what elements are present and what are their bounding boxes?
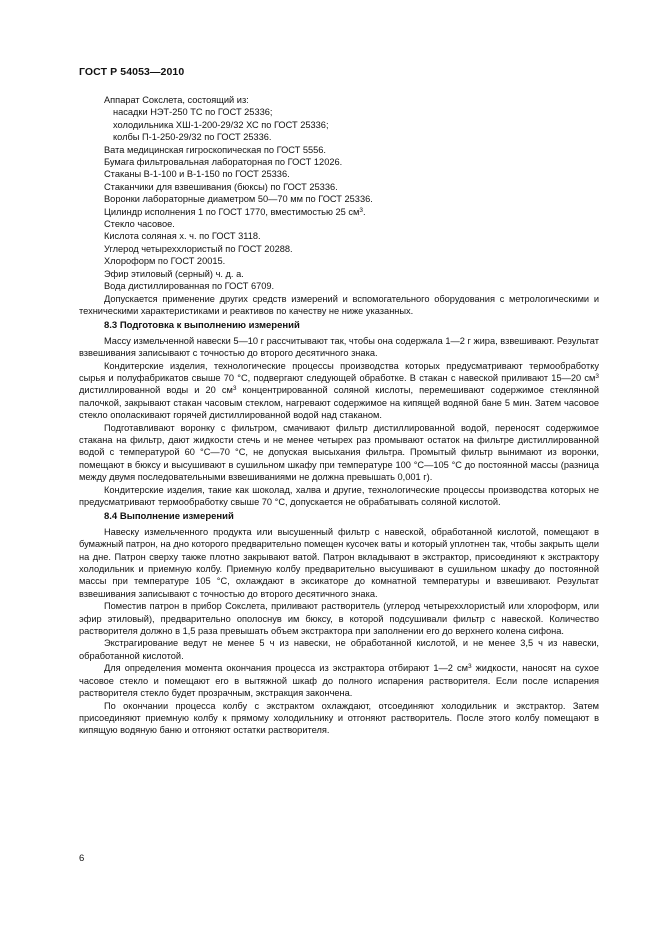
page-number: 6	[79, 853, 85, 864]
text-run: Для определения момента окончания процесса из экстрактора отбирают 1—2 см	[104, 663, 468, 674]
equipment-item: Стаканчики для взвешивания (бюксы) по ГОСТ 25336.	[104, 181, 338, 192]
paragraph	[79, 662, 599, 699]
paragraph: Навеску измельченного продукта или высушенный фильтр с навеской, обработанной кислотой, помещают в бумажный патрон, на дно которого предварительно помещен кусочек ваты и который уплотнен так, чтобы закрыть щели на дне. Патрон сверху также плотно закрывают ватой. Патрон вкладывают в экстрактор, присоединяют к экстрактору холодильник и приемную колбу. Приемную колбу предварительно высушивают в сушильном шкафу до постоянной массы при температуре 105 °С, охлаждают в эксикаторе до комнатной температуры и взвешивают. Результат взвешивания записывают с точностью до второго десятичного знака.	[79, 526, 599, 599]
reagent-item: Вода дистиллированная по ГОСТ 6709.	[104, 281, 275, 292]
equipment-note: Допускается применение других средств измерений и вспомогательного оборудования с метрологическими и техническими характеристиками и реактивов по качеству не ниже указанных.	[79, 293, 599, 316]
cubic-sup: 3	[595, 372, 599, 380]
equipment-item: Стаканы В-1-100 и В-1-150 по ГОСТ 25336.	[104, 169, 290, 180]
apparatus-item: насадки НЭТ-250 ТС по ГОСТ 25336;	[113, 107, 273, 118]
cubic-sup: 3	[359, 206, 363, 214]
cylinder-item	[79, 206, 599, 218]
cylinder-period: .	[362, 206, 366, 217]
apparatus-item: колбы П-1-250-29/32 по ГОСТ 25336.	[113, 132, 272, 143]
paragraph: По окончании процесса колбу с экстрактом охлаждают, отсоединяют холодильник и экстрактор. Затем присоединяют приемную колбу к прямому холодильнику и отгоняют растворитель. После этого колбу помещают в кипящую водяную баню и отгоняют остатки растворителя.	[79, 700, 599, 736]
text-run: концентрированной соляной кислоты, перемешивают содержимое стеклянной палочкой, закрывают стакан часовым стеклом, нагревают содержимое на кипящей водяной бане 5 мин. Затем часовое стекло ополаскивают горячей дистиллированной водой над стаканом.	[79, 385, 599, 421]
cubic-sup: 3	[232, 385, 237, 393]
paragraph: Подготавливают воронку с фильтром, смачивают фильтр дистиллированной водой, переносят содержимое стакана на фильтр, дают жидкости стечь и не менее четырех раз промывают остаток на фильтре дистиллированной водой с температурой 60 °С—70 °С, не допуская высыхания фильтра. Промытый фильтр вынимают из воронки, помещают в бюксу и высушивают в сушильном шкафу при температуре 100 °С—105 °С до постоянной массы (разница между двумя последовательными взвешиваниями не должна превышать 0,001 г).	[79, 422, 599, 483]
section-8-4-heading: 8.4 Выполнение измерений	[104, 511, 234, 523]
reagent-item: Хлороформ по ГОСТ 20015.	[104, 256, 226, 267]
text-run: Кондитерские изделия, технологические процессы производства которых предусматривают термообработку сырья и полуфабрикатов свыше 70 °С, подвергают следующей обработке. В стакан с навеской приливают 15—20 см	[79, 360, 599, 383]
standard-header: ГОСТ Р 54053—2010	[79, 66, 185, 78]
equipment-item: Бумага фильтровальная лабораторная по ГОСТ 12026.	[104, 157, 343, 168]
cylinder-text: Цилиндр исполнения 1 по ГОСТ 1770, вместимостью 25 см	[104, 206, 360, 217]
section-8-3-heading: 8.3 Подготовка к выполнению измерений	[104, 320, 300, 332]
paragraph: Поместив патрон в прибор Сокслета, приливают растворитель (углерод четыреххлористый или хлороформ, или эфир этиловый), предварительно ополоснув им бюксу, в которой подсушивали фильтр с навеской. Количество растворителя должно в 1,5 раза превышать объем экстрактора при заполнении его до верхнего колена сифона.	[79, 601, 599, 637]
reagent-item: Кислота соляная х. ч. по ГОСТ 3118.	[104, 231, 261, 242]
cubic-sup: 3	[467, 663, 472, 671]
document-body	[79, 94, 599, 737]
text-run: жидкости, наносят на сухое часовое стекло и помещают его в вытяжной шкаф до полного испарения растворителя. Если после испарения растворителя стекло будет прозрачным, экстракция закончена.	[79, 663, 599, 699]
apparatus-line: Аппарат Сокслета, состоящий из:	[104, 95, 249, 105]
equipment-item: Вата медицинская гигроскопическая по ГОСТ 5556.	[104, 144, 327, 155]
paragraph: Кондитерские изделия, такие как шоколад, халва и другие, технологические процессы производства которых не предусматривают термообработку свыше 70 °С, допускается не обрабатывать соляной кислотой.	[79, 484, 599, 507]
paragraph	[79, 360, 599, 422]
paragraph: Экстрагирование ведут не менее 5 ч из навески, не обработанной кислотой, и не менее 3,5 ч из навески, обработанной кислотой.	[79, 638, 599, 661]
text-run: дистиллированной воды и 20 см	[79, 385, 233, 396]
paragraph: Массу измельченной навески 5—10 г рассчитывают так, чтобы она содержала 1—2 г жира, взвешивают. Результат взвешивания записывают с точностью до второго десятичного знака.	[79, 335, 599, 359]
equipment-item: Воронки лабораторные диаметром 50—70 мм по ГОСТ 25336.	[104, 194, 373, 205]
reagent-item: Стекло часовое.	[104, 219, 175, 230]
apparatus-item: холодильника ХШ-1-200-29/32 ХС по ГОСТ 25336;	[113, 119, 329, 130]
reagent-item: Эфир этиловый (серный) ч. д. а.	[104, 268, 244, 279]
reagent-item: Углерод четыреххлористый по ГОСТ 20288.	[104, 243, 293, 254]
